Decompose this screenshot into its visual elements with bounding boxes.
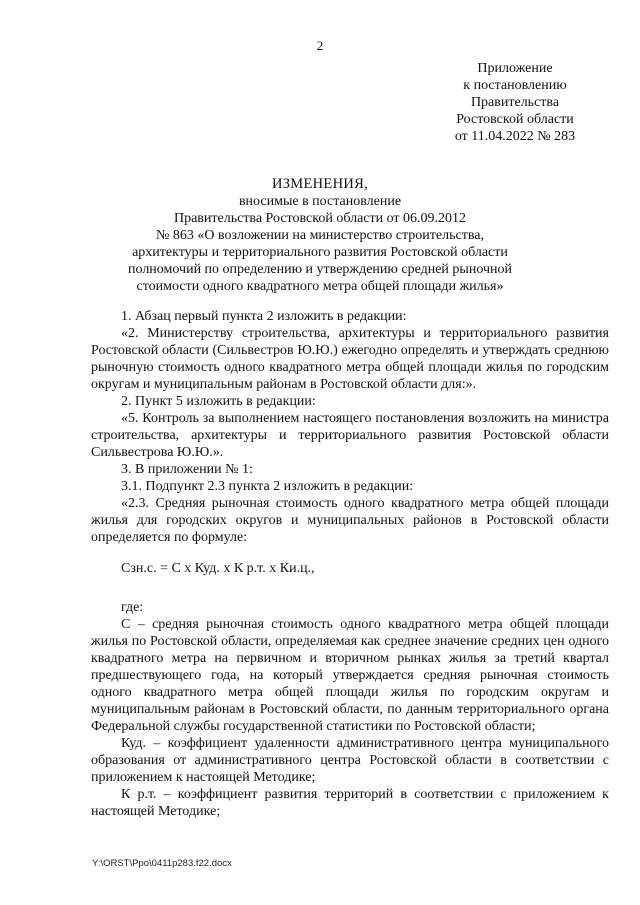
document-body xyxy=(91,308,609,820)
title-line: вносимые в постановление xyxy=(238,194,402,209)
appendix-line: от 11.04.2022 № 283 xyxy=(454,129,576,144)
document-title xyxy=(80,176,560,295)
title-line: архитектуры и территориального развития Ростовской области xyxy=(132,245,508,260)
footer-file-path: Y:\ORST\Ppo\0411p283.f22.docx xyxy=(92,858,232,869)
paragraph: К р.т. – коэффициент развития территорий в соответствии с приложением к настоящей Методике; xyxy=(91,787,609,819)
appendix-line: Приложение xyxy=(477,61,553,76)
appendix-line: Правительства xyxy=(470,95,560,110)
paragraph: «2.3. Средняя рыночная стоимость одного квадратного метра общей площади жилья для городских округов и муниципальных районов в Ростовской области определяется по формуле: xyxy=(91,496,609,545)
title-line: № 863 «О возложении на министерство строительства, xyxy=(156,228,484,243)
paragraph: 3.1. Подпункт 2.3 пункта 2 изложить в редакции: xyxy=(121,479,414,494)
appendix-line: Ростовской области xyxy=(456,112,574,127)
paragraph: 3. В приложении № 1: xyxy=(121,462,253,477)
paragraph: «2. Министерству строительства, архитектуры и территориального развития Ростовской области (Сильвестров Ю.Ю.) ежегодно определять и утверждать среднюю рыночную стоимость одного квадратного метра общей площади жилья по городским округам и муниципальным районам в Ростовской области для:». xyxy=(91,326,609,392)
title-heading: ИЗМЕНЕНИЯ, xyxy=(271,176,369,192)
paragraph: С – средняя рыночная стоимость одного квадратного метра общей площади жилья по Ростовской области, определяемая как среднее значение средних цен одного квадратного метра на первичном и вторичном рынках жилья за третий квартал предшествующего года, на который утверждается средняя рыночная стоимость одного квадратного метра общей площади жилья по городским округам и муниципальным районам в Ростовский области, по данным территориального органа Федеральной службы государственной статистики по Ростовской области; xyxy=(91,617,609,734)
title-line: Правительства Ростовской области от 06.09.2012 xyxy=(173,211,467,226)
appendix-block xyxy=(440,60,590,145)
appendix-line: к постановлению xyxy=(463,78,567,93)
title-line: полномочий по определению и утверждению средней рыночной xyxy=(128,262,512,277)
page-number: 2 xyxy=(316,38,324,53)
paragraph: Куд. – коэффициент удаленности административного центра муниципального образования от административного центра Ростовской области в соответствии с приложением к настоящей Методике; xyxy=(91,736,609,785)
title-line: стоимости одного квадратного метра общей площади жилья» xyxy=(136,279,504,294)
paragraph: 2. Пункт 5 изложить в редакции: xyxy=(121,394,316,409)
paragraph: «5. Контроль за выполнением настоящего постановления возложить на министра строительства, архитектуры и территориального развития Ростовской области Сильвестрова Ю.Ю.». xyxy=(91,411,609,460)
paragraph: где: xyxy=(121,600,144,615)
paragraph: 1. Абзац первый пункта 2 изложить в редакции: xyxy=(121,309,407,324)
formula: Сзн.с. = С х Куд. х К р.т. х Ки.ц., xyxy=(121,561,315,576)
